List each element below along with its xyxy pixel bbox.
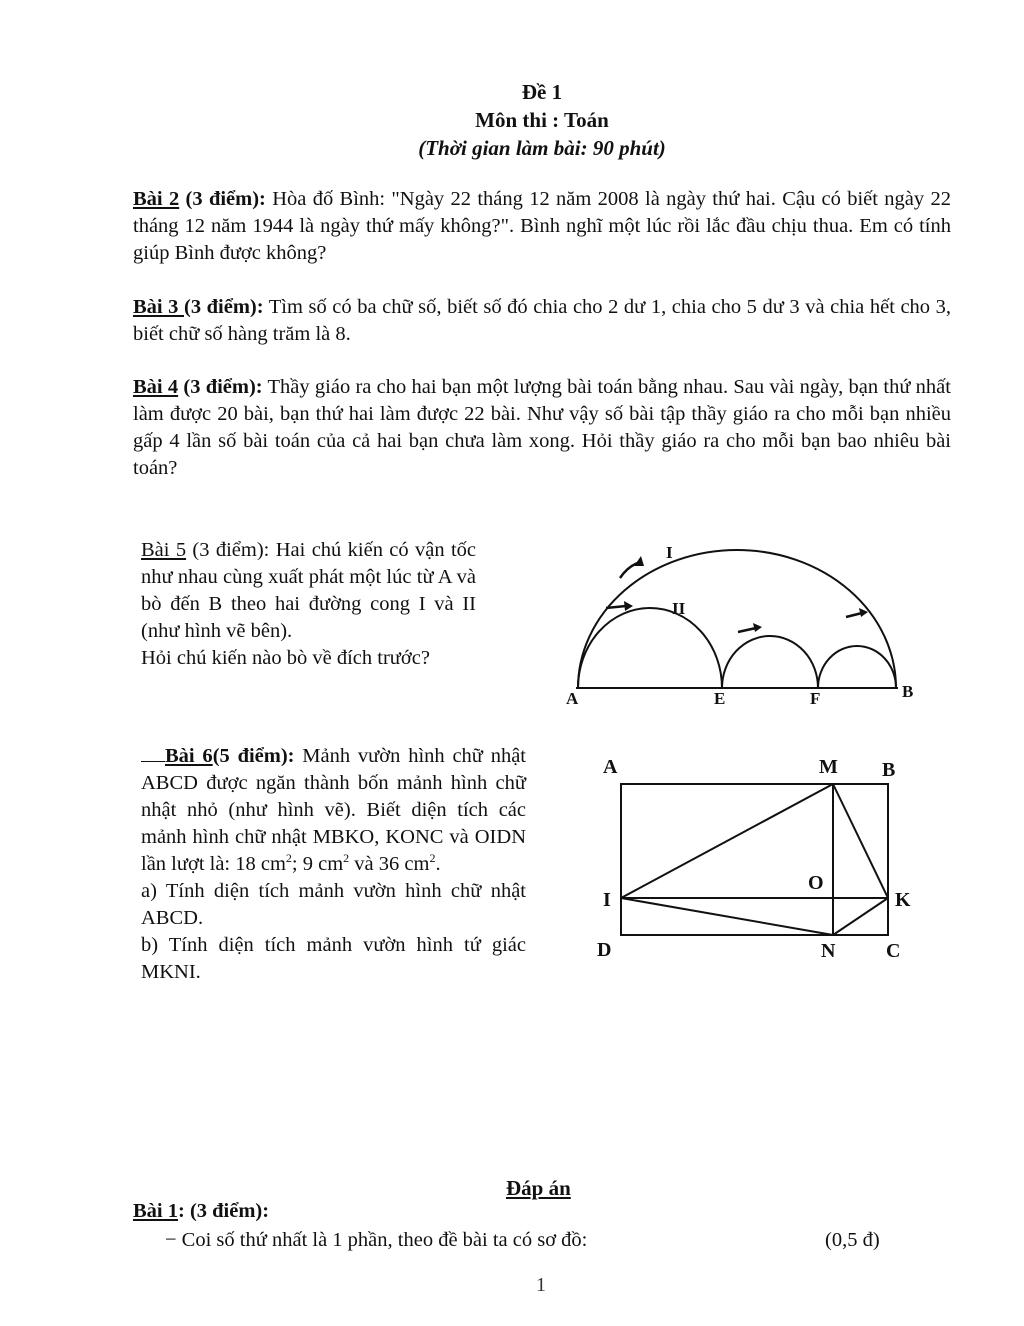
answer-problem-1-points: : (3 điểm): [178, 1200, 270, 1222]
indent-underline [141, 743, 165, 762]
label-A: A [566, 689, 579, 708]
answer-problem-1-label: Bài 1 [133, 1200, 178, 1222]
label-B: B [882, 759, 896, 781]
problem-4-label: Bài 4 [133, 376, 179, 398]
problem-6-text-4: . [435, 853, 441, 875]
problem-5 [141, 537, 476, 672]
arrow-head-icon [634, 556, 644, 566]
problem-6 [141, 743, 526, 986]
answer-line-1-points: (0,5 đ) [825, 1229, 880, 1251]
problem-5-label: Bài 5 [141, 539, 187, 561]
problem-6-text-3: và 36 cm [349, 853, 430, 875]
problem-6-part-b: b) Tính diện tích mảnh vườn hình tứ giác MKNI. [141, 934, 526, 983]
problem-4 [133, 374, 951, 482]
label-B: B [902, 682, 914, 701]
arrow-head-icon [624, 601, 633, 611]
exam-duration: (Thời gian làm bài: 90 phút) [418, 136, 666, 160]
problem-5-question: Hỏi chú kiến nào bò về đích trước? [141, 647, 430, 669]
problem-6-text-2: ; 9 cm [291, 853, 344, 875]
line-MK [833, 784, 888, 898]
rect-ABCD [621, 784, 888, 935]
label-N: N [821, 940, 836, 962]
superscript: 2 [285, 851, 292, 866]
arrow-icon [738, 628, 756, 632]
label-II: II [672, 599, 686, 618]
problem-4-points: (3 điểm): [178, 376, 263, 398]
problem-2 [133, 186, 951, 267]
line-KN [833, 898, 888, 935]
label-I: I [603, 889, 611, 911]
label-I: I [666, 543, 673, 562]
page-number: 1 [536, 1274, 546, 1296]
superscript: 2 [343, 851, 350, 866]
line-NI [621, 898, 833, 935]
problem-6-points: (5 điểm): [212, 745, 295, 767]
rectangle-figure [590, 745, 930, 975]
problem-4-text: Thầy giáo ra cho hai bạn một lượng bài toán bằng nhau. Sau vài ngày, bạn thứ nhất làm được 20 bài, bạn thứ hai làm được 22 bài. Như vậy số bài tập thầy giáo ra cho mỗi bạn nhiều gấp 4 lần số bài toán của cả hai bạn chưa làm xong. Hỏi thầy giáo ra cho mỗi bạn bao nhiêu bài toán? [133, 376, 951, 479]
curve-II-arc-3 [818, 646, 896, 688]
answer-title: Đáp án [506, 1176, 571, 1200]
label-F: F [810, 689, 821, 708]
superscript: 2 [429, 851, 436, 866]
label-M: M [819, 756, 838, 778]
arcs-figure [555, 535, 935, 715]
arrow-head-icon [753, 623, 762, 632]
curve-II-arc-2 [722, 636, 818, 688]
problem-3 [133, 294, 951, 348]
answer-problem-1 [133, 1200, 269, 1223]
label-O: O [808, 872, 824, 894]
problem-3-label: Bài 3 [133, 296, 184, 318]
label-K: K [895, 889, 911, 911]
answer-line-1: − Coi số thứ nhất là 1 phần, theo đề bài ta có sơ đồ: [165, 1229, 588, 1251]
label-D: D [597, 939, 612, 961]
problem-6-text-1: Mảnh vườn hình chữ nhật ABCD được ngăn thành bốn mảnh hình chữ nhật nhỏ (như hình vẽ). Biết diện tích các mảnh hình chữ nhật MBKO, KONC và OIDN lần lượt là: 18 cm [141, 745, 526, 875]
arrow-icon [846, 613, 862, 617]
problem-3-text: Tìm số có ba chữ số, biết số đó chia cho 2 dư 1, chia cho 5 dư 3 và chia hết cho 3, biết chữ số hàng trăm là 8. [133, 296, 951, 345]
label-E: E [714, 689, 726, 708]
problem-6-label: Bài 6 [165, 745, 213, 767]
problem-2-text: Hòa đố Bình: "Ngày 22 tháng 12 năm 2008 là ngày thứ hai. Cậu có biết ngày 22 tháng 12 năm 1944 là ngày thứ mấy không?". Bình nghĩ một lúc rồi lắc đầu chịu thua. Em có tính giúp Bình được không? [133, 188, 951, 264]
problem-6-part-a: a) Tính diện tích mảnh vườn hình chữ nhật ABCD. [141, 880, 526, 929]
exam-title: Đề 1 [521, 80, 563, 104]
exam-subject: Môn thi : Toán [475, 108, 609, 132]
label-C: C [886, 940, 901, 962]
problem-3-points: (3 điểm): [184, 296, 264, 318]
line-IM [621, 784, 833, 898]
label-A: A [603, 756, 618, 778]
problem-5-text: (3 điểm): Hai chú kiến có vận tốc như nhau cùng xuất phát một lúc từ A và bò đến B theo hai đường cong I và II (như hình vẽ bên). [141, 539, 476, 642]
problem-2-label: Bài 2 [133, 188, 180, 210]
problem-2-points: (3 điểm): [179, 188, 266, 210]
